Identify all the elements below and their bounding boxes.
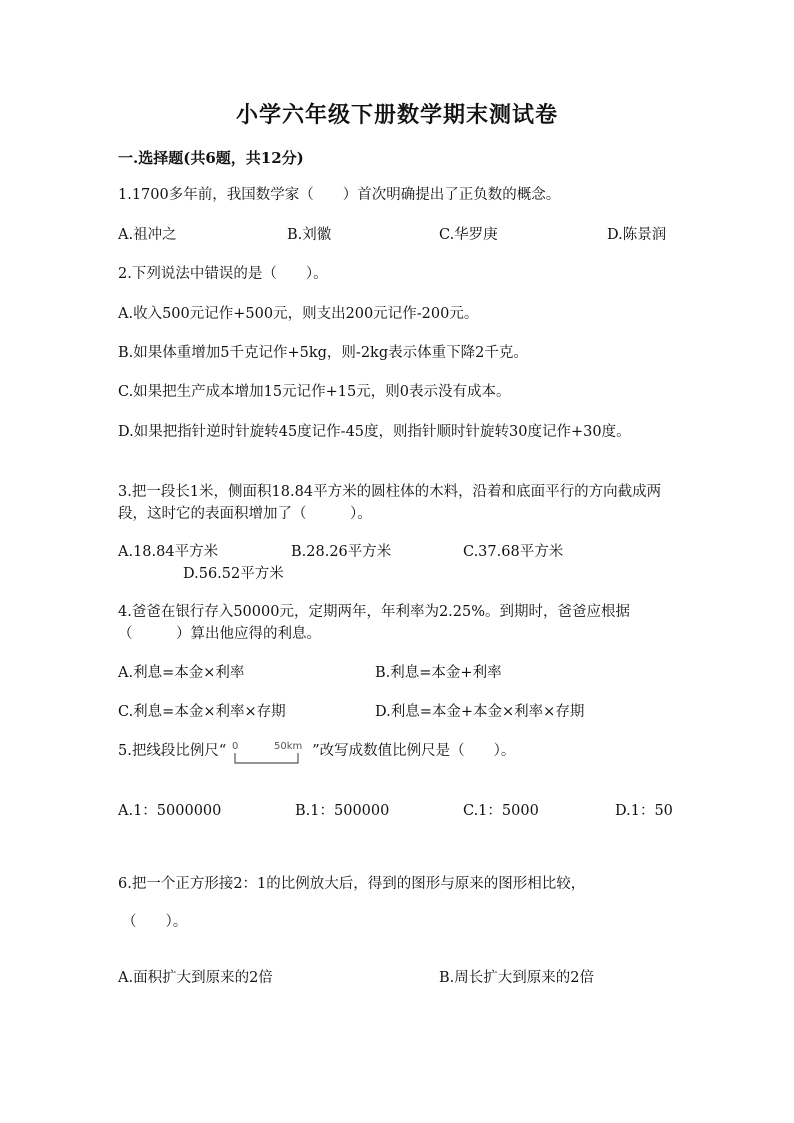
- question-2-option-c[interactable]: C.如果把生产成本增加15元记作+15元，则0表示没有成本。: [118, 384, 511, 400]
- question-5-stem-pre: 5.把线段比例尺“: [118, 743, 227, 759]
- question-6-stem: 6.把一个正方形接2：1的比例放大后，得到的图形与原来的图形相比较，: [118, 876, 586, 892]
- question-2-option-b[interactable]: B.如果体重增加5千克记作+5kg，则-2kg表示体重下降2千克。: [118, 345, 528, 361]
- question-4-option-d[interactable]: D.利息=本金+本金×利率×存期: [375, 704, 585, 720]
- question-2-option-d[interactable]: D.如果把指针逆时针旋转45度记作-45度，则指针顺时针旋转30度记作+30度。: [118, 424, 631, 440]
- question-4-option-b[interactable]: B.利息=本金+利率: [375, 665, 502, 681]
- scale-label-50km: 50km: [274, 741, 303, 752]
- question-2-option-a[interactable]: A.收入500元记作+500元，则支出200元记作-200元。: [118, 306, 479, 322]
- question-4-option-a[interactable]: A.利息=本金×利率: [118, 665, 245, 681]
- page-title: 小学六年级下册数学期末测试卷: [235, 102, 558, 128]
- question-1-option-c[interactable]: C.华罗庚: [439, 227, 498, 243]
- question-3-option-b[interactable]: B.28.26平方米: [291, 544, 392, 560]
- question-3-option-a[interactable]: A.18.84平方米: [118, 544, 219, 560]
- question-5-option-c[interactable]: C.1：5000: [463, 803, 539, 819]
- question-1-option-a[interactable]: A.祖冲之: [118, 227, 177, 243]
- question-1-option-b[interactable]: B.刘徽: [287, 227, 332, 243]
- question-2-stem: 2.下列说法中错误的是（ ）。: [118, 266, 328, 282]
- question-5-option-b[interactable]: B.1：500000: [295, 803, 390, 819]
- question-1-option-d[interactable]: D.陈景润: [607, 227, 667, 243]
- scale-label-zero: 0: [232, 741, 239, 752]
- question-5-stem: [118, 736, 515, 766]
- question-1-stem: 1.1700多年前，我国数学家（ ）首次明确提出了正负数的概念。: [118, 187, 561, 203]
- question-6-option-b[interactable]: B.周长扩大到原来的2倍: [439, 970, 594, 986]
- question-3-option-d[interactable]: D.56.52平方米: [183, 566, 284, 582]
- question-5-option-d[interactable]: D.1：50: [615, 803, 673, 819]
- line-scale-figure: [228, 736, 310, 766]
- question-5-option-a[interactable]: A.1：5000000: [118, 803, 222, 819]
- question-4-option-c[interactable]: C.利息=本金×利率×存期: [118, 704, 286, 720]
- section-heading: 一.选择题(共6题，共12分): [118, 149, 304, 167]
- question-5-stem-post: ”改写成数值比例尺是（ ）。: [312, 743, 516, 759]
- question-4-stem: 4.爸爸在银行存入50000元，定期两年，年利率为2.25%。到期时，爸爸应根据（ ）算出他应得的利息。: [118, 604, 631, 642]
- question-6-stem-answer: （ ）。: [122, 914, 188, 930]
- question-6-option-a[interactable]: A.面积扩大到原来的2倍: [118, 970, 273, 986]
- question-3-stem: 3.把一段长1米，侧面积18.84平方米的圆柱体的木料，沿着和底面平行的方向截成两段，这时它的表面积增加了（ ）。: [118, 484, 662, 522]
- question-3-option-c[interactable]: C.37.68平方米: [463, 544, 564, 560]
